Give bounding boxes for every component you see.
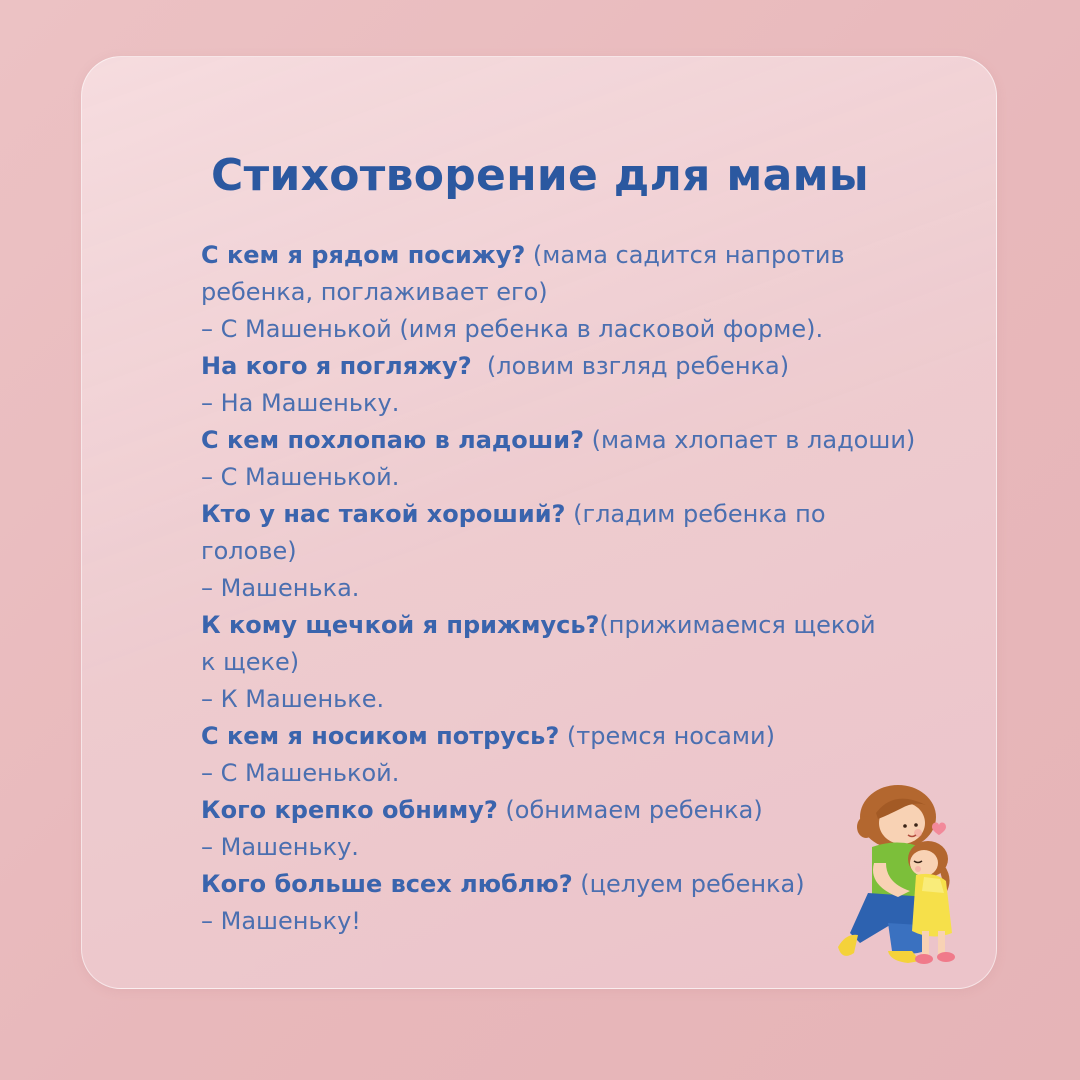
mother-hugging-child-illustration (828, 775, 968, 975)
poem-question: На кого я погляжу? (201, 352, 472, 380)
poem-note: (мама садится напротив (525, 241, 845, 269)
poem-note: (обнимаем ребенка) (497, 796, 763, 824)
poem-answer: – Машеньку. (201, 833, 359, 861)
poem-note: (тремся носами) (559, 722, 775, 750)
poem-question: С кем я рядом посижу? (201, 241, 526, 269)
poem-note: (целуем ребенка) (572, 870, 805, 898)
poem-note: (прижимаемся щекой (599, 611, 876, 639)
poem-line (201, 422, 971, 459)
heart-icon (932, 823, 946, 835)
poem-line (201, 348, 971, 385)
page-title: Стихотворение для мамы (211, 150, 869, 201)
poem-line: голове) (201, 537, 297, 565)
poem-answer: – К Машеньке. (201, 685, 385, 713)
poem-line (201, 607, 971, 644)
poem-note: (гладим ребенка по (565, 500, 826, 528)
poem-answer: – С Машенькой. (201, 759, 400, 787)
poem-question: Кого крепко обниму? (201, 796, 498, 824)
poem-question: Кого больше всех люблю? (201, 870, 573, 898)
poem-answer: – С Машенькой. (201, 463, 400, 491)
poem-line: ребенка, поглаживает его) (201, 278, 548, 306)
poem-answer: – На Машеньку. (201, 389, 400, 417)
poem-answer: – Машеньку! (201, 907, 361, 935)
poem-question: С кем похлопаю в ладоши? (201, 426, 585, 454)
poem-note: (ловим взгляд ребенка) (471, 352, 790, 380)
poem-line (201, 237, 971, 274)
poem-answer: – С Машенькой (имя ребенка в ласковой форме). (201, 315, 824, 343)
poem-question: С кем я носиком потрусь? (201, 722, 560, 750)
poem-answer: – Машенька. (201, 574, 360, 602)
poem-question: К кому щечкой я прижмусь? (201, 611, 600, 639)
poem-line (201, 496, 971, 533)
poem-note: (мама хлопает в ладоши) (584, 426, 916, 454)
poem-line (201, 718, 971, 755)
poem-question: Кто у нас такой хороший? (201, 500, 566, 528)
poem-line: к щеке) (201, 648, 300, 676)
